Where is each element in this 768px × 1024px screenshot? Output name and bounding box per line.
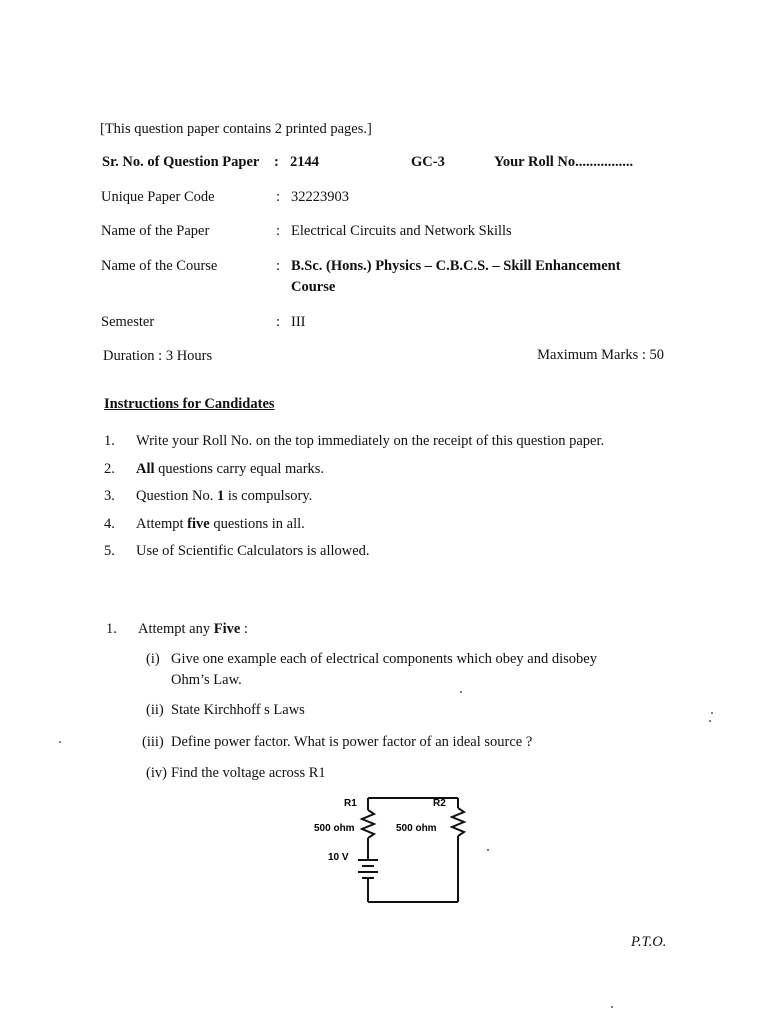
paper-name-value: Electrical Circuits and Network Skills: [291, 223, 512, 239]
instruction-number: 1.: [104, 433, 115, 449]
resistor-r1-symbol: [362, 810, 374, 838]
r1-value: 500 ohm: [314, 823, 355, 834]
semester-label: Semester: [101, 314, 155, 330]
part-label: (ii): [146, 702, 164, 718]
part-text: Define power factor. What is power factor of an ideal source ?: [171, 734, 533, 750]
paper-name-colon: :: [276, 223, 281, 239]
unique-paper-code-label: Unique Paper Code: [101, 189, 215, 205]
sr-no-value: 2144: [290, 154, 319, 170]
r2-label: R2: [433, 798, 446, 809]
part-text: Give one example each of electrical components which obey and disobey: [171, 651, 597, 667]
sr-no-colon: :: [274, 154, 279, 170]
source-voltage: 10 V: [328, 852, 349, 863]
instructions-heading: Instructions for Candidates: [104, 396, 275, 412]
instruction-number: 2.: [104, 461, 115, 477]
course-name-value-line1: B.Sc. (Hons.) Physics – C.B.C.S. – Skill Enhancement: [291, 258, 621, 274]
resistor-r2-symbol: [452, 808, 464, 836]
scan-speck: [460, 691, 462, 693]
part-label: (iii): [142, 734, 164, 750]
instruction-item: Use of Scientific Calculators is allowed.: [136, 543, 370, 559]
instruction-item: Attempt five questions in all.: [136, 516, 305, 532]
instruction-number: 3.: [104, 488, 115, 504]
part-label: (i): [146, 651, 160, 667]
roll-no-field: Your Roll No................: [494, 154, 634, 170]
please-turn-over: P.T.O.: [631, 934, 667, 950]
sr-no-label: Sr. No. of Question Paper: [102, 154, 260, 170]
question-number: 1.: [106, 621, 117, 637]
semester-colon: :: [276, 314, 281, 330]
question-prompt: Attempt any Five :: [138, 621, 248, 637]
scan-speck: [711, 712, 713, 714]
unique-paper-code-value: 32223903: [291, 189, 349, 205]
maximum-marks: Maximum Marks : 50: [537, 347, 664, 363]
instruction-item: Question No. 1 is compulsory.: [136, 488, 313, 504]
duration: Duration : 3 Hours: [103, 348, 213, 364]
instruction-number: 5.: [104, 543, 115, 559]
course-name-value-line2: Course: [291, 279, 336, 295]
scan-speck: [709, 720, 711, 722]
scan-speck: [487, 849, 489, 851]
instruction-item: Write your Roll No. on the top immediately on the receipt of this question paper.: [136, 433, 605, 449]
part-text-continued: Ohm’s Law.: [171, 672, 242, 688]
part-text: State Kirchhoff s Laws: [171, 702, 305, 718]
instruction-item: All questions carry equal marks.: [136, 461, 325, 477]
part-label: (iv): [146, 765, 167, 781]
part-text: Find the voltage across R1: [171, 765, 326, 781]
instruction-number: 4.: [104, 516, 115, 532]
r1-label: R1: [344, 798, 357, 809]
page-count-note: [This question paper contains 2 printed pages.]: [100, 121, 372, 137]
scan-speck: [59, 741, 61, 743]
scan-speck: [611, 1006, 613, 1008]
course-name-colon: :: [276, 258, 281, 274]
course-name-label: Name of the Course: [101, 258, 218, 274]
unique-paper-code-colon: :: [276, 189, 281, 205]
semester-value: III: [291, 314, 306, 330]
paper-code-gc: GC-3: [411, 154, 445, 170]
circuit-diagram: [306, 790, 486, 910]
paper-name-label: Name of the Paper: [101, 223, 210, 239]
r2-value: 500 ohm: [396, 823, 437, 834]
